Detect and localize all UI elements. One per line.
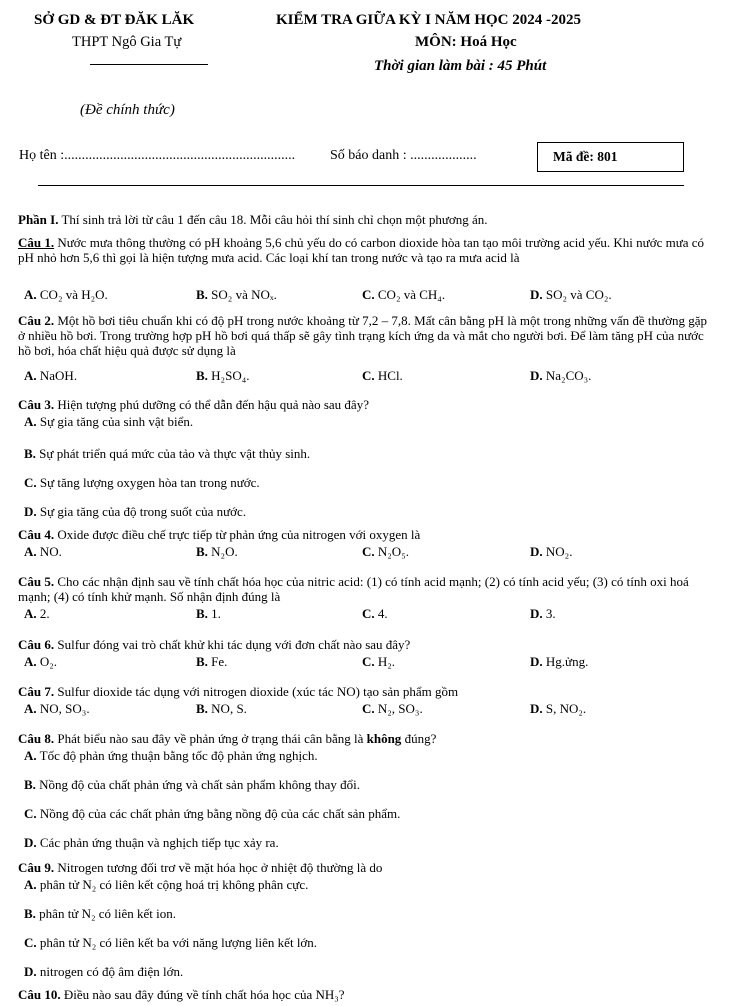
question-text: Cho các nhận định sau về tính chất hóa học của nitric acid: (1) có tính acid mạnh; (2) có tính acid yếu; (3) có tính oxi hoá mạnh; (4) có tính khử mạnh. Số nhận định đúng là — [18, 574, 689, 604]
option-d: D. NO₂. — [530, 544, 573, 559]
duration: Thời gian làm bài : 45 Phút — [374, 58, 547, 74]
department: SỞ GD & ĐT ĐĂK LĂK — [34, 12, 195, 28]
option-c: C. CO₂ và CH₄. — [362, 287, 446, 302]
question-number: Câu 7. — [18, 684, 55, 699]
option-a: A. CO₂ và H₂O. — [24, 287, 108, 302]
name-dots: .................................................................. — [64, 148, 296, 163]
question-number: Câu 4. — [18, 527, 55, 542]
name-field — [19, 148, 295, 164]
option-d: D. Na₂CO₃. — [530, 368, 592, 383]
option-d: D. Hg.ửng. — [530, 654, 589, 669]
option-d: D. Sự gia tăng của độ trong suốt của nước. — [24, 504, 247, 519]
id-dots: ................... — [410, 148, 477, 163]
option-b: B. Nồng độ của chất phản ứng và chất sản phẩm không thay đổi. — [24, 777, 360, 792]
school-name: THPT Ngô Gia Tự — [72, 34, 182, 50]
question-3 — [18, 397, 711, 412]
option-d: D. S, NO₂. — [530, 701, 587, 716]
option-a: A. NO. — [24, 544, 62, 559]
part1-instruction — [18, 212, 711, 227]
option-c: C. 4. — [362, 606, 388, 621]
option-d: D. Các phản ứng thuận và nghịch tiếp tục xảy ra. — [24, 835, 279, 850]
exam-title: KIỂM TRA GIỮA KỲ I NĂM HỌC 2024 -2025 — [276, 12, 582, 28]
option-c: C. Nồng độ của các chất phản ứng bằng nồng độ của các chất sản phẩm. — [24, 806, 401, 821]
question-number: Câu 3. — [18, 397, 55, 412]
question-7 — [18, 684, 711, 699]
question-number: Câu 8. — [18, 731, 55, 746]
official-label: (Đề chính thức) — [80, 102, 175, 118]
option-a: A. NO, SO₃. — [24, 701, 90, 716]
option-d: D. SO₂ và CO₂. — [530, 287, 612, 302]
question-number: Câu 10. — [18, 987, 61, 1002]
question-2 — [18, 313, 711, 358]
option-c: C. H₂. — [362, 654, 396, 669]
option-a: A. 2. — [24, 606, 50, 621]
option-b: B. phân tử N₂ có liên kết ion. — [24, 906, 177, 921]
option-b: B. SO₂ và NOₓ. — [196, 287, 277, 302]
option-a: A. NaOH. — [24, 368, 78, 383]
option-b: B. Sự phát triển quá mức của tảo và thực vật thủy sinh. — [24, 446, 311, 461]
option-a: A. Tốc độ phản ứng thuận bằng tốc độ phản ứng nghịch. — [24, 748, 318, 763]
question-10 — [18, 987, 711, 1002]
question-number: Câu 5. — [18, 574, 55, 589]
question-text: Sulfur đóng vai trò chất khử khi tác dụng với đơn chất nào sau đây? — [54, 637, 411, 652]
question-text-end: đúng? — [401, 731, 437, 746]
option-c: C. N₂, SO₃. — [362, 701, 423, 716]
question-number: Câu 2. — [18, 313, 55, 328]
question-9 — [18, 860, 711, 875]
question-text: Phát biểu nào sau đây về phản ứng ở trạng thái cân bằng là — [54, 731, 367, 746]
exam-code-box — [537, 142, 684, 172]
option-b: B. NO, S. — [196, 701, 247, 716]
option-a: A. O₂. — [24, 654, 58, 669]
question-text: Một hồ bơi tiêu chuẩn khi có độ pH trong nước khoảng từ 7,2 – 7,8. Mất cân bằng pH là một trong những vấn đề thường gặp ở nhiều hồ bơi. Trong trường hợp pH hồ bơi quá thấp sẽ gây tình trạng kích ứng da và mắt cho người bơi. Để làm tăng pH của nước hồ bơi, hóa chất hiệu quả được sử dụng là — [18, 313, 707, 358]
option-c: C. HCl. — [362, 368, 403, 383]
name-label: Họ tên : — [19, 148, 65, 163]
option-b: B. Fe. — [196, 654, 228, 669]
question-number: Câu 1. — [18, 235, 55, 250]
option-a: A. phân tử N₂ có liên kết cộng hoá trị không phân cực. — [24, 877, 309, 892]
option-c: C. Sự tăng lượng oxygen hòa tan trong nước. — [24, 475, 260, 490]
question-text: Nước mưa thông thường có pH khoảng 5,6 chủ yếu do có carbon dioxide hòa tan tạo môi trường acid yếu. Khi nước mưa có pH nhỏ hơn 5,6 thì gọi là hiện tượng mưa acid. Các loại khí tan trong nước và tạo ra mưa acid là — [18, 235, 705, 265]
option-c: C. phân tử N₂ có liên kết ba với năng lượng liên kết lớn. — [24, 935, 318, 950]
option-d: D. 3. — [530, 606, 556, 621]
question-text: Điều nào sau đây đúng về tính chất hóa học của NH₃? — [60, 987, 345, 1002]
part1-label: Phần I. — [18, 212, 59, 227]
header-divider — [38, 185, 684, 186]
school-underline — [90, 64, 208, 65]
question-4 — [18, 527, 711, 542]
exam-code: Mã đề: 801 — [553, 149, 618, 164]
question-number: Câu 9. — [18, 860, 55, 875]
option-d: D. nitrogen có độ âm điện lớn. — [24, 964, 184, 979]
question-emphasis: không — [366, 731, 402, 746]
option-c: C. N₂O₅. — [362, 544, 409, 559]
id-label: Số báo danh : — [330, 148, 407, 163]
question-text: Nitrogen tương đối trơ về mặt hóa học ở nhiệt độ thường là do — [54, 860, 383, 875]
option-b: B. 1. — [196, 606, 221, 621]
subject: MÔN: Hoá Học — [415, 34, 517, 50]
question-text: Sulfur dioxide tác dụng với nitrogen dioxide (xúc tác NO) tạo sản phẩm gồm — [54, 684, 459, 699]
question-number: Câu 6. — [18, 637, 55, 652]
option-b: B. N₂O. — [196, 544, 238, 559]
question-8 — [18, 731, 711, 746]
id-field — [330, 148, 477, 164]
question-5 — [18, 574, 711, 604]
question-text: Oxide được điều chế trực tiếp từ phản ứng của nitrogen với oxygen là — [54, 527, 421, 542]
option-a: A. Sự gia tăng của sinh vật biển. — [24, 414, 194, 429]
question-1 — [18, 235, 711, 265]
option-b: B. H₂SO₄. — [196, 368, 250, 383]
question-6 — [18, 637, 711, 652]
part1-text: Thí sinh trả lời từ câu 1 đến câu 18. Mỗi câu hỏi thí sinh chỉ chọn một phương án. — [58, 212, 488, 227]
question-text: Hiện tượng phú dưỡng có thể dẫn đến hậu quả nào sau đây? — [54, 397, 369, 412]
